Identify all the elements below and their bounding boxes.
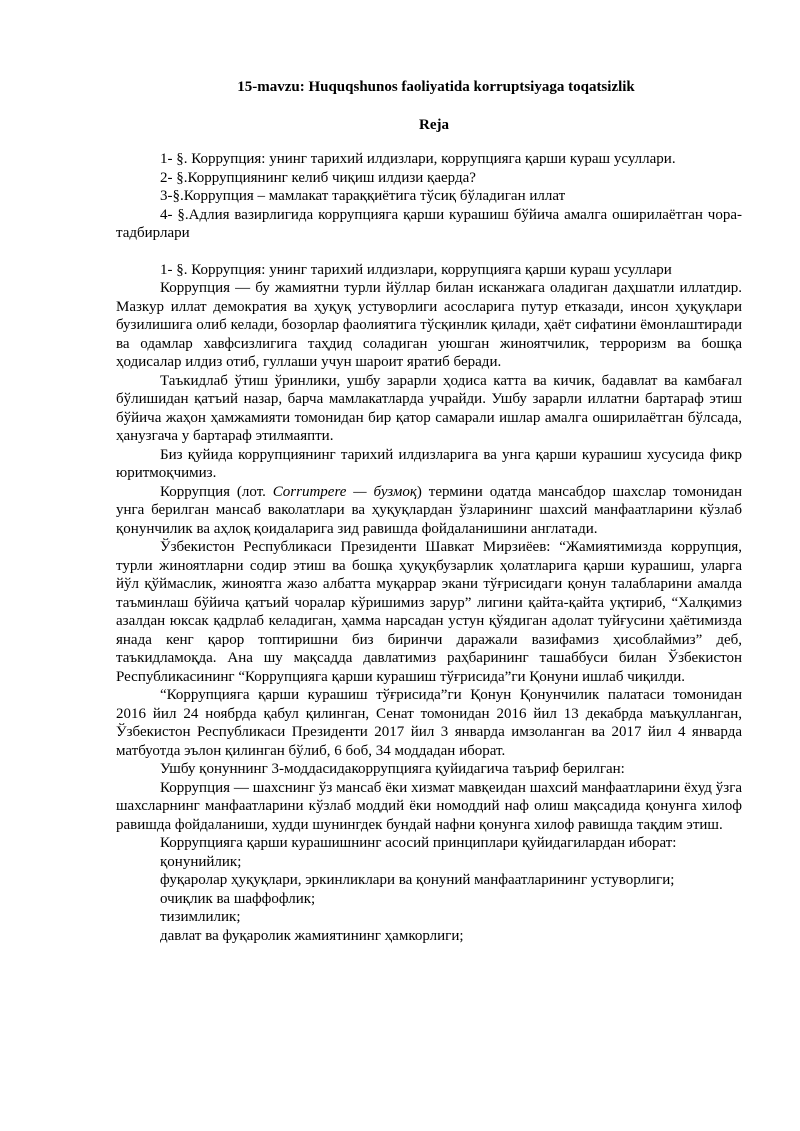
body-paragraph: Ўзбекистон Республикаси Президенти Шавкат Мирзиёев: “Жамиятимизда коррупция, турли жиноятларни содир этиш ва бошқа ҳуқуқбузарлик ҳолатларига қарши курашиш, уларга йўл қўймаслик, жиноятга жазо албатта муқаррар экани тўғрисидаги қонун талабларини амалда таъминлаш бўйича қатъий чоралар кўришимиз зарур” лигини қайта-қайта уқтириб, “Халқимиз азалдан юксак қадрлаб келадиган, ҳамма нарсадан устун қўядиган адолат туйғусини ҳаётимизда янада кенг қарор топтиришни биз биринчи даражали вазифамиз ҳисоблаймиз” деб, таъкидламоқда. Ана шу мақсадда давлатимиз раҳбарининг ташаббуси билан Ўзбекистон Республикасининг “Коррупцияга қарши курашиш тўғрисида”ги Қонуни ишлаб чиқилди.: [116, 539, 742, 685]
plan-list: [116, 150, 742, 243]
principle-item: қонунийлик;: [160, 853, 242, 870]
body-paragraph: Таъкидлаб ўтиш ўринлики, ушбу зарарли ҳодиса катта ва кичик, бадавлат ва камбағал бўлишидан қатъий назар, барча мамлакатларда учрайди. Ушбу зарарли иллатни бартараф этиш бўйича жаҳон ҳамжамияти томонидан бир қатор самарали ишлар амалга оширилаётган бўлсада, ҳанузгача у бартараф этилмаяпти.: [116, 372, 742, 444]
section-heading: 1- §. Коррупция: унинг тарихий илдизлари, коррупцияга қарши кураш усуллари: [160, 261, 672, 278]
principle-item: давлат ва фуқаролик жамиятининг ҳамкорлиги;: [160, 927, 464, 944]
document-title: 15-mavzu: Huquqshunos faoliyatida korruptsiyaga toqatsizlik: [237, 79, 635, 95]
document-page: [116, 78, 742, 945]
body-paragraph: Биз қуйида коррупциянинг тарихий илдизларига ва унга қарши курашиш хусусида фикр юритмоқчимиз.: [116, 446, 742, 481]
plan-item: 4- §.Адлия вазирлигида коррупцияга қарши курашиш бўйича амалга оширилаётган чора-тадбирлари: [116, 206, 742, 241]
body-paragraph: Коррупция — шахснинг ўз мансаб ёки хизмат мавқеидан шахсий манфаатларини ёхуд ўзга шахсларнинг манфаатларини кўзлаб моддий ёки номоддий наф олиш мақсадида қонунга хилоф равишда фойдаланиши, худди шунингдек бундай нафни қонунга хилоф равишда тақдим этиш.: [116, 779, 742, 833]
definition-text-start: Коррупция (лот.: [160, 483, 273, 500]
definition-paragraph: [116, 483, 742, 539]
plan-item: 3-§.Коррупция – мамлакат тараққиётига тўсиқ бўладиган иллат: [160, 188, 566, 204]
body-paragraph: Ушбу қонуннинг 3-моддасидакоррупцияга қуйидагича таъриф берилган:: [160, 761, 625, 777]
plan-item: 2- §.Коррупциянинг келиб чиқиш илдизи қаерда?: [160, 169, 476, 186]
principle-item: фуқаролар ҳуқуқлари, эркинликлари ва қонуний манфаатларининг устуворлиги;: [160, 872, 675, 888]
principle-item: тизимлилик;: [160, 909, 241, 925]
plan-heading: Reja: [419, 116, 449, 133]
principle-item: очиқлик ва шаффофлик;: [160, 890, 316, 907]
principles-list: [116, 853, 742, 946]
body-paragraph: “Коррупцияга қарши курашиш тўғрисида”ги Қонун Қонунчилик палатаси томонидан 2016 йил 24 ноябрда қабул қилинган, Сенат томонидан 2016 йил 13 декабрда маъқулланган, Ўзбекистон Республикаси Президенти 2017 йил 3 январда имзоланган ва 2017 йил 4 январда матбуотда эълон қилинган бўлиб, 6 боб, 34 моддадан иборат.: [116, 687, 742, 759]
latin-term: Corrumpere — бузмоқ: [272, 483, 417, 500]
body-paragraph: Коррупция — бу жамиятни турли йўллар билан исканжага оладиган даҳшатли иллатдир. Мазкур иллат демократия ва ҳуқуқ устуворлиги асосларига путур етказади, инсон ҳуқуқлари бузилишига олиб келади, бозорлар фаолиятига тўсқинлик қилади, ҳаёт сифатини ёмонлаштиради ва одамлар хавфсизлигига таҳдид соладиган уюшган жиноятчилик, терроризм ва бошқа ҳодисалар илдиз отиб, гуллаши учун шароит яратиб беради.: [116, 280, 742, 370]
body-paragraph: Коррупцияга қарши курашишнинг асосий принциплари қуйидагилардан иборат:: [160, 835, 677, 851]
definition-text-end: ) термини одатда мансабдор шахслар томонидан унга берилган мансаб ваколатлари ва ҳуқуқлардан ўзларининг шахсий манфаатларини кўзлаб қонунчилик ва аҳлоқ қоидаларига зид равишда фойдаланишини англатади.: [116, 483, 742, 537]
plan-item: 1- §. Коррупция: унинг тарихий илдизлари, коррупцияга қарши кураш усуллари.: [160, 151, 676, 167]
